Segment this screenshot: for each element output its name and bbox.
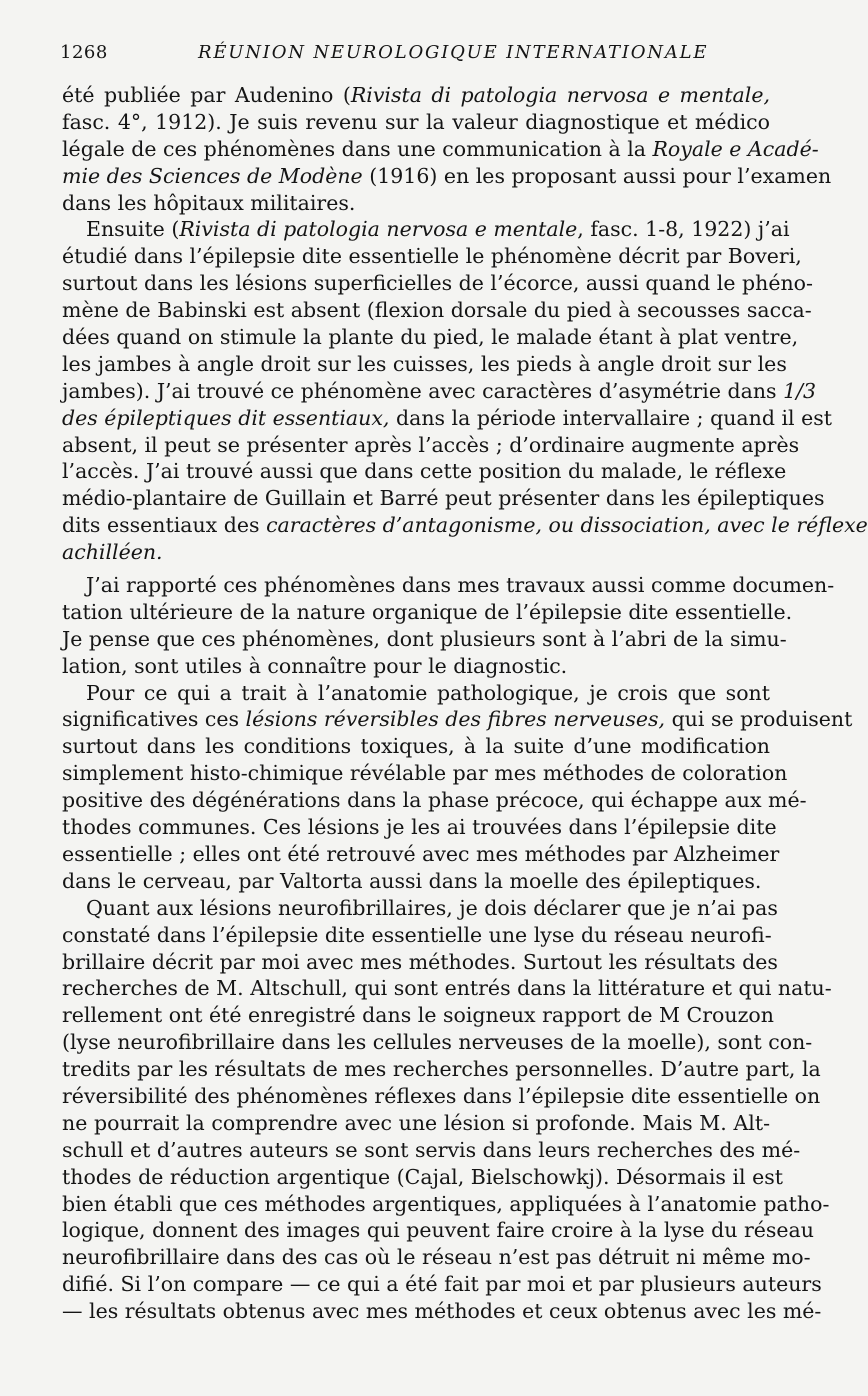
text-segment: fasc. 4°, 1912). Je suis revenu sur la valeur diagnostique et médico: [62, 109, 770, 134]
text-line: [62, 1137, 801, 1164]
text-line: [62, 680, 770, 707]
italic-text: Royale e Acadé-: [652, 136, 819, 161]
text-line: [62, 324, 799, 351]
text-line: [62, 270, 813, 297]
text-line: [62, 975, 832, 1002]
text-segment: brillaire décrit par moi avec mes méthodes. Surtout les résultats des: [62, 949, 778, 974]
text-segment: dées quand on stimule la plante du pied, le malade étant à plat ventre,: [62, 325, 799, 350]
text-segment: été publiée par Audenino (: [62, 83, 351, 107]
text-line: [62, 760, 788, 787]
text-segment: difié. Si l’on compare — ce qui a été fait par moi et par plusieurs auteurs: [62, 1272, 822, 1297]
text-line: [62, 1298, 822, 1325]
text-line: [62, 378, 817, 405]
text-segment: qui se produisent: [665, 707, 853, 732]
text-segment: dans la période intervallaire ; quand il est: [389, 405, 832, 430]
text-line: [62, 653, 770, 680]
text-segment: surtout dans les conditions toxiques, à la suite d’une modification: [62, 734, 770, 759]
text-line: [62, 949, 778, 976]
text-segment: (1916) en les proposant aussi pour l’examen: [362, 163, 832, 188]
text-line: [62, 458, 787, 485]
text-segment: lation, sont utiles à connaître pour le diagnostic.: [62, 653, 568, 678]
text-segment: mène de Babinski est absent (flexion dorsale du pied à secousses sacca-: [62, 298, 812, 323]
text-line: [62, 539, 770, 566]
italic-text: lésions réversibles des fibres nerveuses,: [245, 707, 666, 732]
text-segment: médio-plantaire de Guillain et Barré peut présenter dans les épileptiques: [62, 486, 825, 511]
italic-text: Rivista di patologia nervosa e mentale: [179, 217, 578, 242]
text-segment: bien établi que ces méthodes argentiques, appliquées à l’anatomie patho-: [62, 1191, 830, 1216]
text-line: [62, 814, 777, 841]
text-line: [62, 297, 812, 324]
text-line: [62, 922, 770, 949]
text-line: [62, 1083, 821, 1110]
text-segment: réversibilité des phénomènes réflexes dans l’épilepsie dite essentielle on: [62, 1083, 821, 1108]
text-line: [62, 136, 819, 163]
italic-text: achilléen.: [62, 540, 163, 565]
text-line: [62, 512, 868, 539]
text-line: [62, 1191, 830, 1218]
text-line: [62, 1217, 814, 1244]
text-line: [62, 1029, 813, 1056]
text-line: [62, 868, 770, 895]
text-line: [62, 733, 770, 760]
text-line: [62, 216, 790, 243]
text-segment: thodes de réduction argentique (Cajal, Bielschowkj). Désormais il est: [62, 1164, 783, 1189]
text-line: [62, 243, 802, 270]
page-number: 1268: [60, 42, 108, 63]
text-segment: les jambes à angle droit sur les cuisses, les pieds à angle droit sur les: [62, 351, 787, 376]
italic-text: des épileptiques dit essentiaux,: [62, 405, 390, 430]
text-segment: Pour ce qui a trait à l’anatomie pathologique, je crois que sont: [86, 680, 770, 705]
text-segment: dits essentiaux des: [62, 513, 267, 538]
text-line: [62, 895, 778, 922]
text-segment: , fasc. 1-8, 1922) j’ai: [577, 217, 790, 242]
text-segment: J’ai rapporté ces phénomènes dans mes travaux aussi comme documen-: [86, 573, 835, 598]
text-segment: dans le cerveau, par Valtorta aussi dans la moelle des épileptiques.: [62, 868, 762, 893]
text-segment: étudié dans l’épilepsie dite essentielle le phénomène décrit par Boveri,: [62, 244, 802, 269]
text-segment: constaté dans l’épilepsie dite essentielle une lyse du réseau neurofi-: [62, 922, 772, 947]
text-segment: logique, donnent des images qui peuvent faire croire à la lyse du réseau: [62, 1218, 814, 1243]
italic-text: 1/3: [783, 378, 817, 403]
text-line: [62, 599, 793, 626]
text-line: [62, 82, 770, 109]
text-line: [62, 485, 825, 512]
italic-text: caractères d’antagonisme, ou dissociation, avec le réflexe: [266, 513, 868, 538]
text-segment: — les résultats obtenus avec mes méthodes et ceux obtenus avec les mé-: [62, 1299, 822, 1324]
text-segment: thodes communes. Ces lésions je les ai trouvées dans l’épilepsie dite: [62, 815, 777, 840]
running-title: RÉUNION NEUROLOGIQUE INTERNATIONALE: [198, 42, 709, 63]
text-line: [62, 841, 780, 868]
text-line: [62, 1056, 821, 1083]
text-segment: (lyse neurofibrillaire dans les cellules nerveuses de la moelle), sont con-: [62, 1030, 813, 1055]
text-line: [62, 405, 832, 432]
text-segment: rellement ont été enregistré dans le soigneux rapport de M Crouzon: [62, 1003, 774, 1028]
text-line: [62, 190, 770, 217]
text-segment: dans les hôpitaux militaires.: [62, 190, 356, 215]
text-segment: surtout dans les lésions superficielles de l’écorce, aussi quand le phéno-: [62, 271, 813, 296]
text-segment: recherches de M. Altschull, qui sont entrés dans la littérature et qui natu-: [62, 976, 832, 1001]
italic-text: Rivista di patologia nervosa e mentale,: [350, 83, 770, 107]
body-text: [62, 82, 868, 1325]
italic-text: mie des Sciences de Modène: [62, 163, 363, 188]
text-line: [62, 626, 787, 653]
text-line: [62, 109, 770, 136]
text-line: [62, 1164, 783, 1191]
text-segment: Je pense que ces phénomènes, dont plusieurs sont à l’abri de la simu-: [62, 626, 787, 651]
text-line: [62, 432, 800, 459]
text-line: [62, 163, 832, 190]
text-segment: Ensuite (: [86, 217, 180, 242]
text-segment: positive des dégénérations dans la phase précoce, qui échappe aux mé-: [62, 788, 807, 813]
text-line: [62, 1271, 822, 1298]
text-segment: significatives ces: [62, 707, 246, 732]
text-line: [62, 1244, 811, 1271]
text-segment: essentielle ; elles ont été retrouvé avec mes méthodes par Alzheimer: [62, 841, 780, 866]
text-line: [62, 1002, 774, 1029]
running-header: [60, 40, 770, 66]
text-line: [62, 706, 853, 733]
text-line: [62, 787, 807, 814]
text-segment: absent, il peut se présenter après l’accès ; d’ordinaire augmente après: [62, 432, 800, 457]
text-line: [62, 572, 835, 599]
text-segment: légale de ces phénomènes dans une communication à la: [62, 136, 653, 161]
text-segment: ne pourrait la comprendre avec une lésion si profonde. Mais M. Alt-: [62, 1110, 770, 1135]
text-segment: Quant aux lésions neurofibrillaires, je dois déclarer que je n’ai pas: [86, 895, 778, 920]
text-segment: l’accès. J’ai trouvé aussi que dans cette position du malade, le réflexe: [62, 459, 787, 484]
text-segment: tredits par les résultats de mes recherches personnelles. D’autre part, la: [62, 1057, 821, 1082]
text-segment: jambes). J’ai trouvé ce phénomène avec caractères d’asymétrie dans: [62, 378, 784, 403]
text-line: [62, 351, 787, 378]
text-segment: neurofibrillaire dans des cas où le réseau n’est pas détruit ni même mo-: [62, 1245, 811, 1270]
text-segment: tation ultérieure de la nature organique de l’épilepsie dite essentielle.: [62, 599, 793, 624]
text-segment: simplement histo-chimique révélable par mes méthodes de coloration: [62, 761, 788, 786]
text-line: [62, 1110, 770, 1137]
text-segment: schull et d’autres auteurs se sont servis dans leurs recherches des mé-: [62, 1137, 801, 1162]
